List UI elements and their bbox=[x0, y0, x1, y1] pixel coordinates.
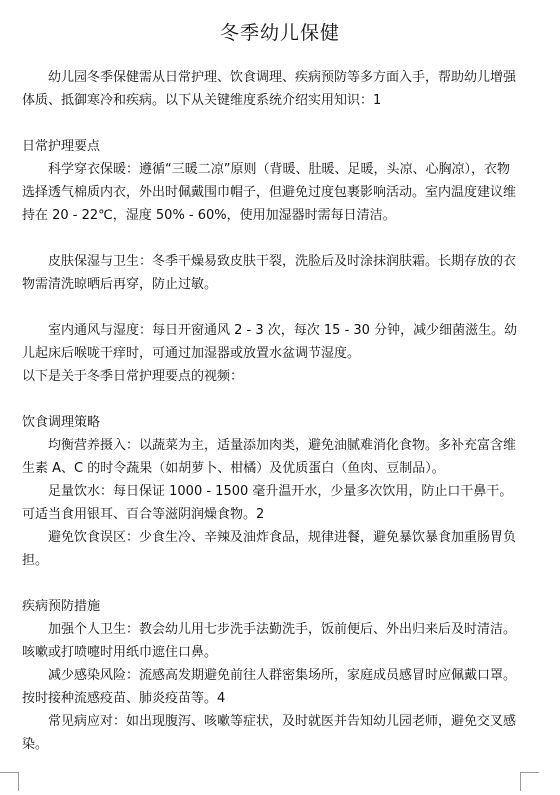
daily-care-paragraph-skin: 皮肤保湿与卫生：冬季干燥易致皮肤干裂，洗脸后及时涂抹润肤霜。长期存放的衣物需清洗晾晒后再穿，防止过敏。 bbox=[22, 254, 517, 292]
spacer bbox=[22, 296, 522, 319]
diet-paragraph-water: 足量饮水：每日保证 1000 - 1500 毫升温开水，少量多次饮用，防止口干鼻干。可适当食用银耳、百合等滋阴润燥食物。2 bbox=[22, 484, 513, 522]
spacer bbox=[22, 572, 522, 595]
daily-care-video-note: 以下是关于冬季日常护理要点的视频： bbox=[22, 369, 244, 384]
document-title: 冬季幼儿保健 bbox=[219, 22, 340, 44]
spacer bbox=[22, 112, 522, 135]
daily-care-paragraph-ventilation: 室内通风与湿度：每日开窗通风 2 - 3 次，每次 15 - 30 分钟，减少细菌滋生。幼儿起床后喉咙干痒时，可通过加湿器或放置水盆调节湿度。 bbox=[22, 323, 518, 361]
spacer bbox=[22, 227, 522, 250]
prevention-paragraph-hygiene: 加强个人卫生：教会幼儿用七步洗手法勤洗手，饭前便后、外出归来后及时清洁。咳嗽或打喷嚏时用纸巾遮住口鼻。 bbox=[22, 622, 517, 660]
diet-paragraph-nutrition: 均衡营养摄入：以蔬菜为主，适量添加肉类，避免油腻难消化食物。多补充富含维生素 A、C 的时令蔬果（如胡萝卜、柑橘）及优质蛋白（鱼肉、豆制品）。 bbox=[22, 438, 517, 476]
prevention-paragraph-infection: 减少感染风险：流感高发期避免前往人群密集场所，家庭成员感冒时应佩戴口罩。按时接种流感疫苗、肺炎疫苗等。4 bbox=[22, 668, 517, 706]
crop-mark-bottom-left bbox=[0, 772, 19, 791]
document-body bbox=[22, 66, 522, 756]
prevention-paragraph-common-illness: 常见病应对：如出现腹泻、咳嗽等症状，及时就医并告知幼儿园老师，避免交叉感染。 bbox=[22, 714, 517, 752]
section-heading-daily-care: 日常护理要点 bbox=[22, 139, 101, 154]
crop-mark-bottom-right bbox=[520, 772, 539, 791]
section-heading-prevention: 疾病预防措施 bbox=[22, 599, 101, 614]
intro-paragraph: 幼儿园冬季保健需从日常护理、饮食调理、疾病预防等多方面入手，帮助幼儿增强体质、抵御寒冷和疾病。以下从关键维度系统介绍实用知识：1 bbox=[22, 70, 517, 108]
spacer bbox=[22, 388, 522, 411]
section-heading-diet: 饮食调理策略 bbox=[22, 415, 101, 430]
daily-care-paragraph-clothing: 科学穿衣保暖：遵循“三暖二凉”原则（背暖、肚暖、足暖，头凉、心胸凉），衣物选择透气棉质内衣，外出时佩戴围巾帽子，但避免过度包裹影响活动。室内温度建议维持在 20 - 22℃，湿度 50% - 60%，使用加湿器时需每日清洁。 bbox=[22, 162, 517, 223]
diet-paragraph-avoid: 避免饮食误区：少食生冷、辛辣及油炸食品，规律进餐，避免暴饮暴食加重肠胃负担。 bbox=[22, 530, 517, 568]
